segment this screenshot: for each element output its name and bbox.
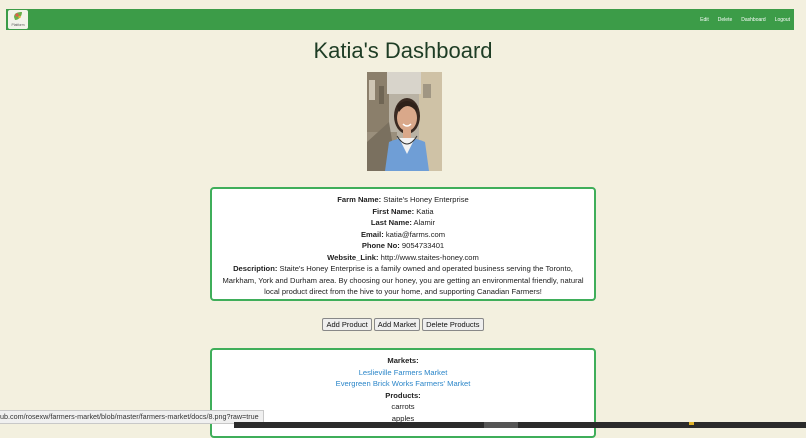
logo-text: Platform bbox=[11, 23, 25, 27]
info-farm-name: Farm Name: Staite's Honey Enterprise bbox=[337, 195, 469, 204]
taskbar-icon[interactable] bbox=[689, 422, 694, 425]
add-product-button[interactable]: Add Product bbox=[322, 318, 371, 331]
delete-products-button[interactable]: Delete Products bbox=[422, 318, 483, 331]
nav-logout[interactable]: Logout bbox=[774, 16, 790, 23]
add-market-button[interactable]: Add Market bbox=[374, 318, 420, 331]
leaf-logo-icon bbox=[13, 11, 23, 21]
page-title: Katia's Dashboard bbox=[313, 38, 493, 63]
nav-dashboard[interactable]: Dashboard bbox=[741, 16, 766, 23]
action-buttons bbox=[0, 318, 806, 331]
nav-delete[interactable]: Delete bbox=[717, 16, 733, 23]
info-description: Description: Staite's Honey Enterprise is a family owned and operated business serving the Toronto, Markham, York and Durham area. By choosing our honey, you are getting an environmental friendly, natural local product direct from the hive to your home, and supporting Canadian Farmers! bbox=[222, 264, 584, 296]
info-website: Website_Link: http://www.staites-honey.com bbox=[327, 252, 479, 262]
info-email: Email: katia@farms.com bbox=[360, 229, 446, 239]
profile-info-card bbox=[210, 187, 596, 301]
info-phone: Phone No: 9054733401 bbox=[361, 241, 445, 250]
market-link[interactable]: Evergreen Brick Works Farmers' Market bbox=[335, 379, 471, 388]
info-first-name: First Name: Katia bbox=[372, 206, 434, 216]
product-item: apples bbox=[391, 413, 415, 423]
nav-links bbox=[691, 9, 790, 30]
profile-photo bbox=[367, 72, 442, 171]
taskbar bbox=[234, 422, 806, 428]
product-item: carrots bbox=[391, 402, 415, 411]
nav-edit[interactable]: Edit bbox=[700, 16, 709, 23]
market-link[interactable]: Leslieville Farmers Market bbox=[358, 367, 448, 377]
top-navbar bbox=[6, 9, 794, 30]
info-last-name: Last Name: Alamir bbox=[370, 218, 436, 227]
taskbar-item[interactable] bbox=[484, 422, 518, 428]
status-bar-url: ub.com/rosexw/farmers-market/blob/master/farmers-market/docs/8.png?raw=true bbox=[0, 410, 264, 424]
logo[interactable] bbox=[8, 10, 28, 29]
products-heading: Products: bbox=[385, 390, 421, 400]
markets-heading: Markets: bbox=[387, 356, 419, 365]
